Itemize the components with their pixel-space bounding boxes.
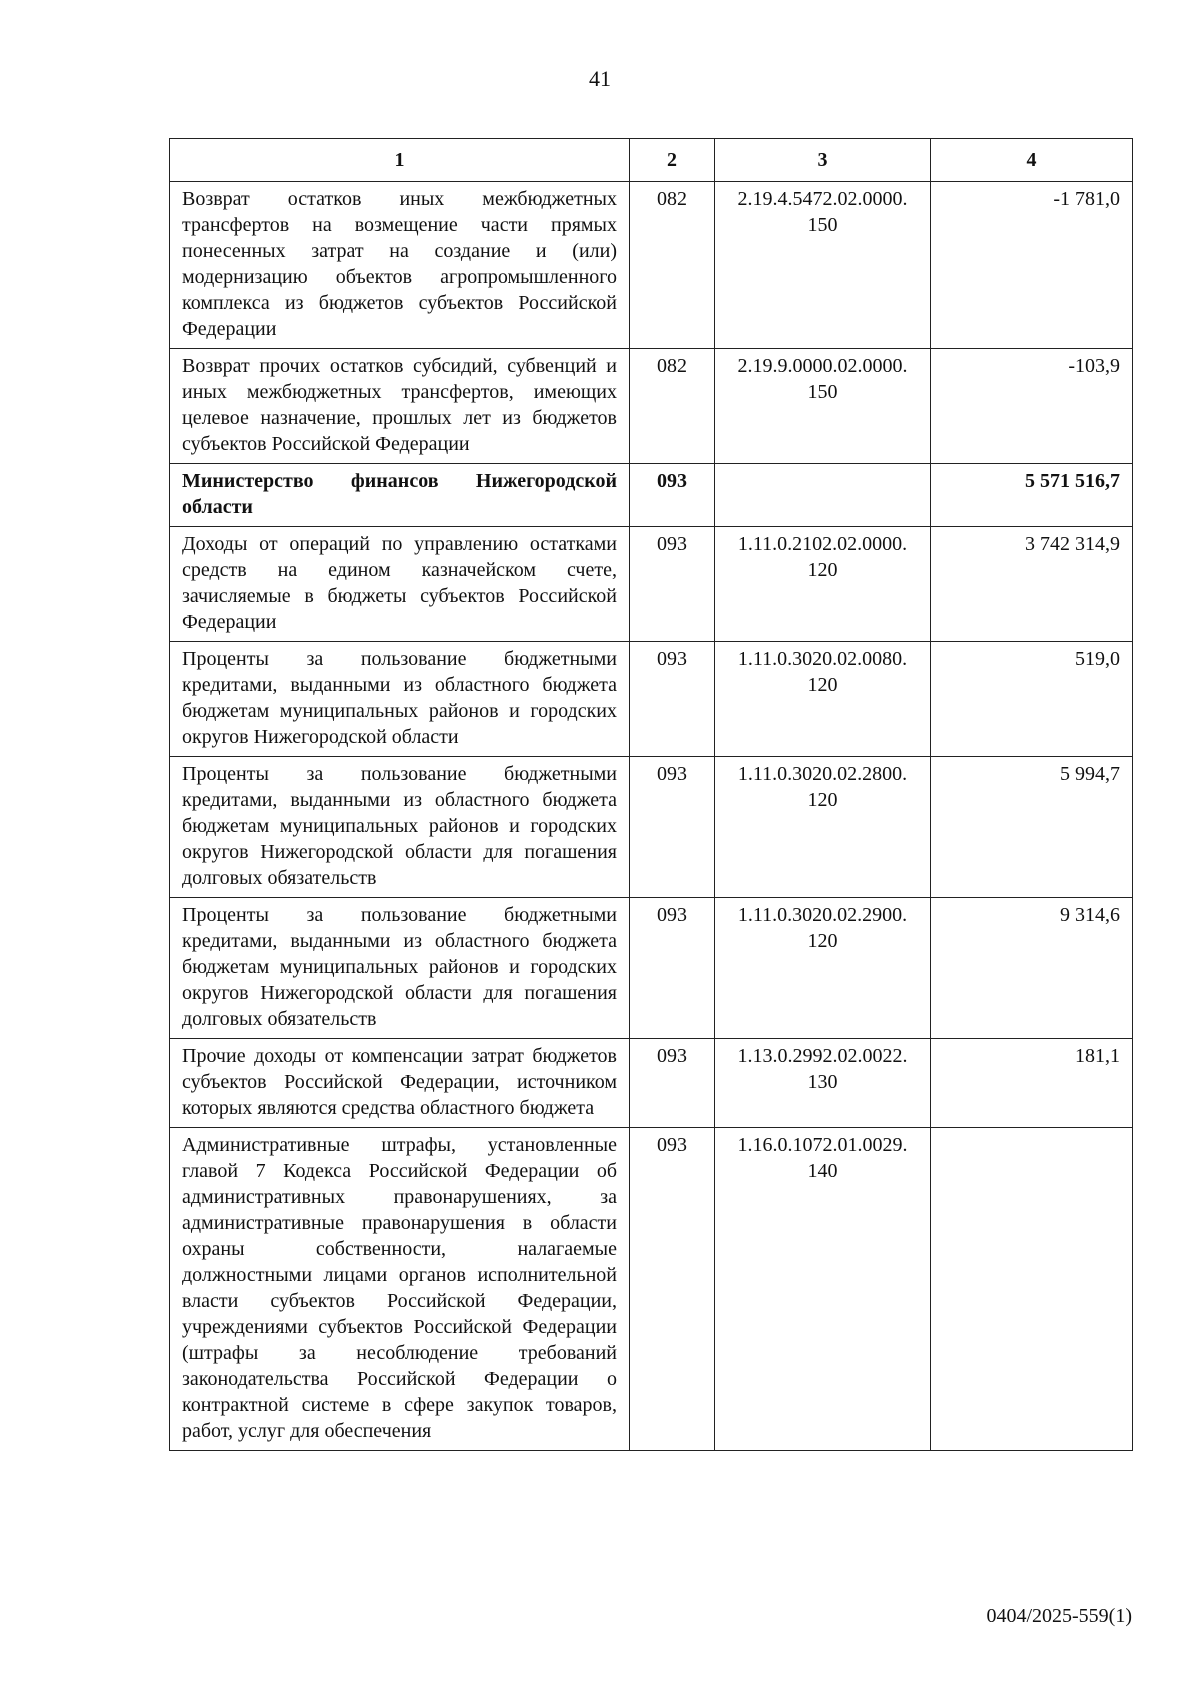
table-row xyxy=(170,1039,1133,1128)
row-budget-code-cell: 2.19.4.5472.02.0000. 150 xyxy=(715,182,931,349)
row-admin-code-cell: 093 xyxy=(630,757,715,898)
row-admin-code-cell: 093 xyxy=(630,1039,715,1128)
row-admin-code-cell: 093 xyxy=(630,464,715,527)
row-name-cell: Проценты за пользование бюджетными кредитами, выданными из областного бюджета бюджетам муниципальных районов и городских округов Нижегородской области xyxy=(170,642,630,757)
row-amount-cell: 181,1 xyxy=(931,1039,1133,1128)
column-header-3: 3 xyxy=(715,139,931,182)
row-name-cell: Проценты за пользование бюджетными кредитами, выданными из областного бюджета бюджетам муниципальных районов и городских округов Нижегородской области для погашения долговых обязательств xyxy=(170,757,630,898)
row-amount-cell: -103,9 xyxy=(931,349,1133,464)
row-name-cell: Прочие доходы от компенсации затрат бюджетов субъектов Российской Федерации, источником которых являются средства областного бюджета xyxy=(170,1039,630,1128)
row-budget-code-cell: 1.16.0.1072.01.0029. 140 xyxy=(715,1128,931,1451)
row-admin-code-cell: 082 xyxy=(630,182,715,349)
row-name-cell: Доходы от операций по управлению остатками средств на едином казначейском счете, зачисляемые в бюджеты субъектов Российской Федерации xyxy=(170,527,630,642)
page-number: 41 xyxy=(589,66,611,91)
table-header-row xyxy=(170,139,1133,182)
row-name-cell: Проценты за пользование бюджетными кредитами, выданными из областного бюджета бюджетам муниципальных районов и городских округов Нижегородской области для погашения долговых обязательств xyxy=(170,898,630,1039)
table-row xyxy=(170,527,1133,642)
row-name-cell: Административные штрафы, установленные главой 7 Кодекса Российской Федерации об административных правонарушениях, за административные правонарушения в области охраны собственности, налагаемые должностными лицами органов исполнительной власти субъектов Российской Федерации, учреждениями субъектов Российской Федерации (штрафы за несоблюдение требований законодательства Российской Федерации о контрактной системе в сфере закупок товаров, работ, услуг для обеспечения xyxy=(170,1128,630,1451)
row-amount-cell: 5 571 516,7 xyxy=(931,464,1133,527)
row-budget-code-cell: 1.11.0.3020.02.2900. 120 xyxy=(715,898,931,1039)
row-budget-code-cell: 1.11.0.3020.02.0080. 120 xyxy=(715,642,931,757)
row-budget-code-cell: 2.19.9.0000.02.0000. 150 xyxy=(715,349,931,464)
row-amount-cell: 9 314,6 xyxy=(931,898,1133,1039)
column-header-2: 2 xyxy=(630,139,715,182)
row-admin-code-cell: 093 xyxy=(630,1128,715,1451)
row-admin-code-cell: 093 xyxy=(630,898,715,1039)
column-header-1: 1 xyxy=(170,139,630,182)
table-row xyxy=(170,349,1133,464)
row-amount-cell: 519,0 xyxy=(931,642,1133,757)
row-amount-cell: 3 742 314,9 xyxy=(931,527,1133,642)
document-id: 0404/2025-559(1) xyxy=(986,1605,1132,1627)
row-admin-code-cell: 093 xyxy=(630,642,715,757)
table-row xyxy=(170,642,1133,757)
table-row xyxy=(170,898,1133,1039)
row-name-cell: Возврат остатков иных межбюджетных трансфертов на возмещение части прямых понесенных затрат на создание и (или) модернизацию объектов агропромышленного комплекса из бюджетов субъектов Российской Федерации xyxy=(170,182,630,349)
row-amount-cell xyxy=(931,1128,1133,1451)
row-budget-code-cell xyxy=(715,464,931,527)
row-budget-code-cell: 1.11.0.2102.02.0000. 120 xyxy=(715,527,931,642)
row-admin-code-cell: 082 xyxy=(630,349,715,464)
row-amount-cell: -1 781,0 xyxy=(931,182,1133,349)
table-row xyxy=(170,757,1133,898)
row-name-cell: Возврат прочих остатков субсидий, субвенций и иных межбюджетных трансфертов, имеющих целевое назначение, прошлых лет из бюджетов субъектов Российской Федерации xyxy=(170,349,630,464)
row-amount-cell: 5 994,7 xyxy=(931,757,1133,898)
row-name-cell: Министерство финансов Нижегородской области xyxy=(170,464,630,527)
row-budget-code-cell: 1.13.0.2992.02.0022. 130 xyxy=(715,1039,931,1128)
budget-revenue-table xyxy=(169,138,1133,1451)
table-row-ministry xyxy=(170,464,1133,527)
row-budget-code-cell: 1.11.0.3020.02.2800. 120 xyxy=(715,757,931,898)
row-admin-code-cell: 093 xyxy=(630,527,715,642)
table-row xyxy=(170,1128,1133,1451)
column-header-4: 4 xyxy=(931,139,1133,182)
table-row xyxy=(170,182,1133,349)
